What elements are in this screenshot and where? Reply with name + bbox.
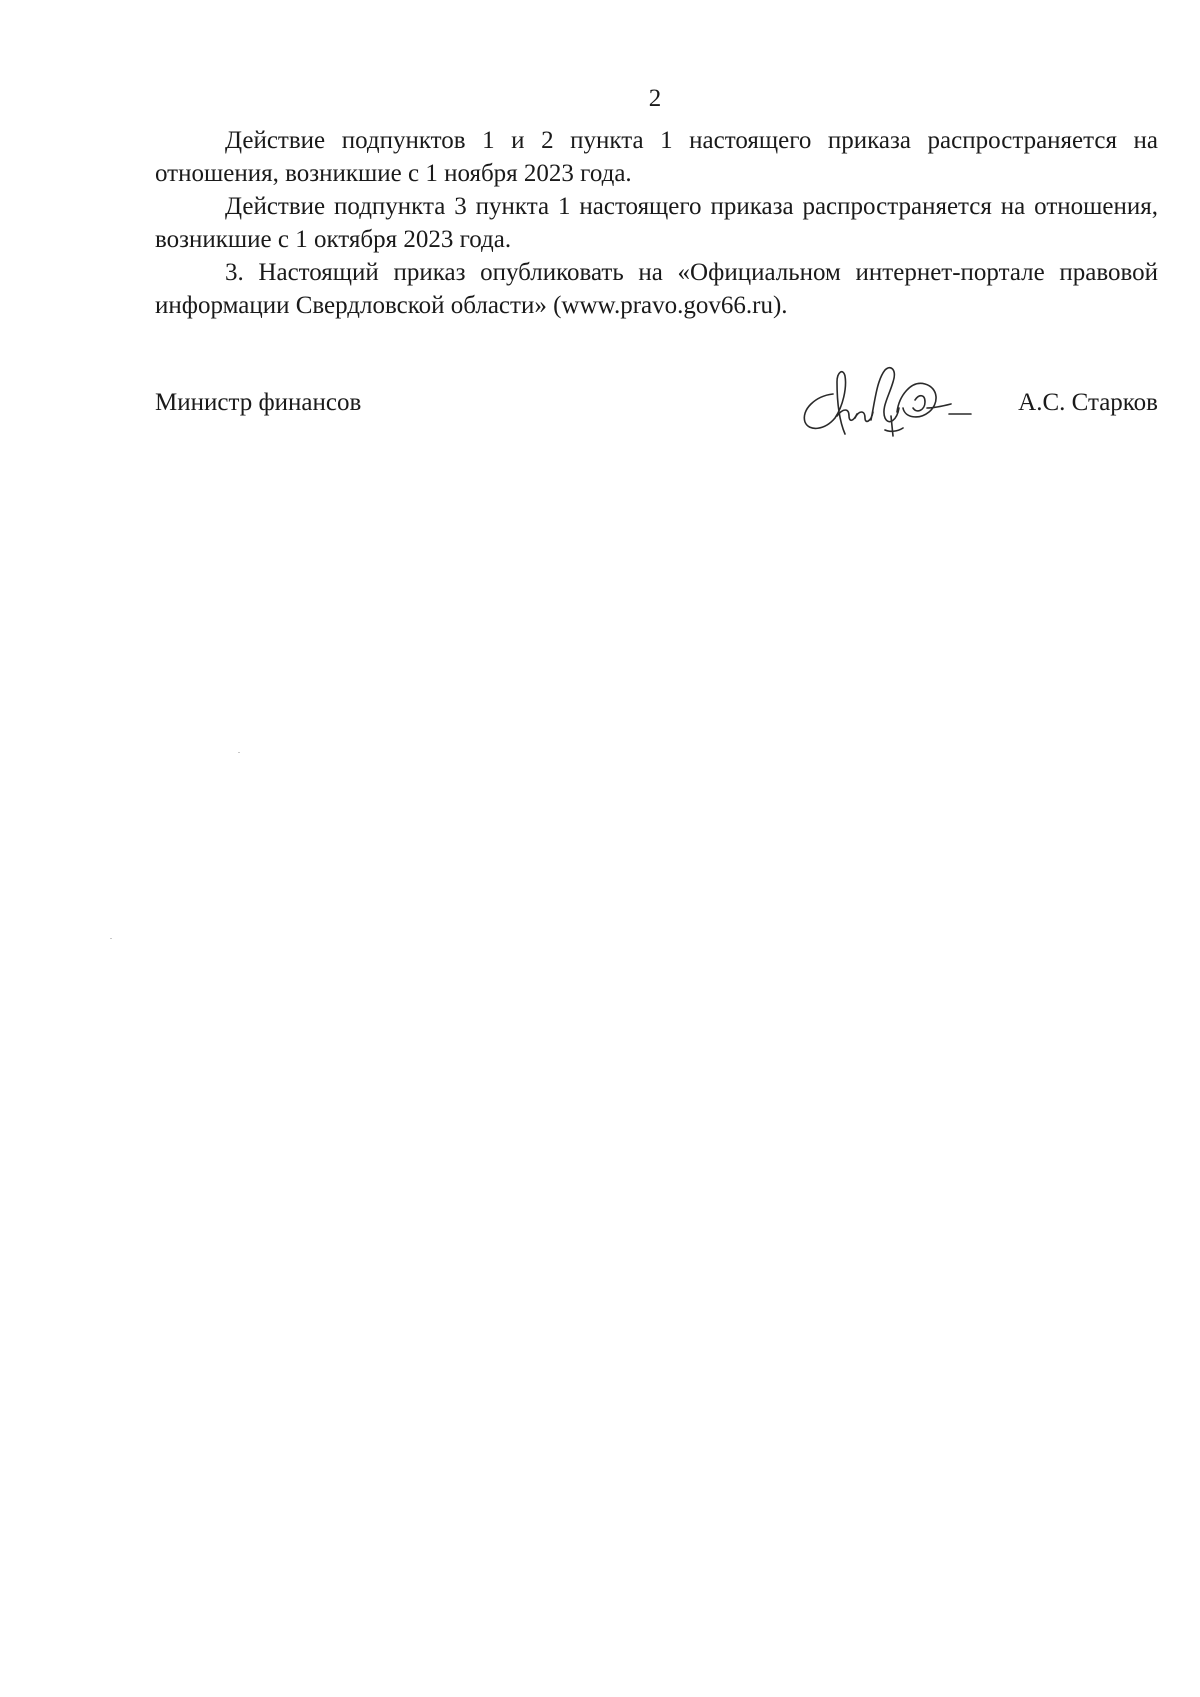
scan-speck <box>110 938 112 939</box>
signature-block <box>155 376 1158 446</box>
paragraph-publication: 3. Настоящий приказ опубликовать на «Официальном интернет-портале правовой информации Свердловской области» (www.pravo.gov66.ru). <box>155 259 1158 319</box>
scan-speck <box>238 752 240 753</box>
paragraph-effective-oct: Действие подпункта 3 пункта 1 настоящего приказа распространяется на отношения, возникшие с 1 октября 2023 года. <box>155 193 1158 253</box>
handwritten-signature <box>793 360 973 444</box>
page-number: 2 <box>648 85 662 112</box>
document-body <box>155 124 1158 322</box>
signatory-position: Министр финансов <box>155 389 362 416</box>
signatory-name: А.С. Старков <box>1018 389 1158 416</box>
paragraph-effective-nov: Действие подпунктов 1 и 2 пункта 1 настоящего приказа распространяется на отношения, возникшие с 1 ноября 2023 года. <box>155 127 1158 187</box>
